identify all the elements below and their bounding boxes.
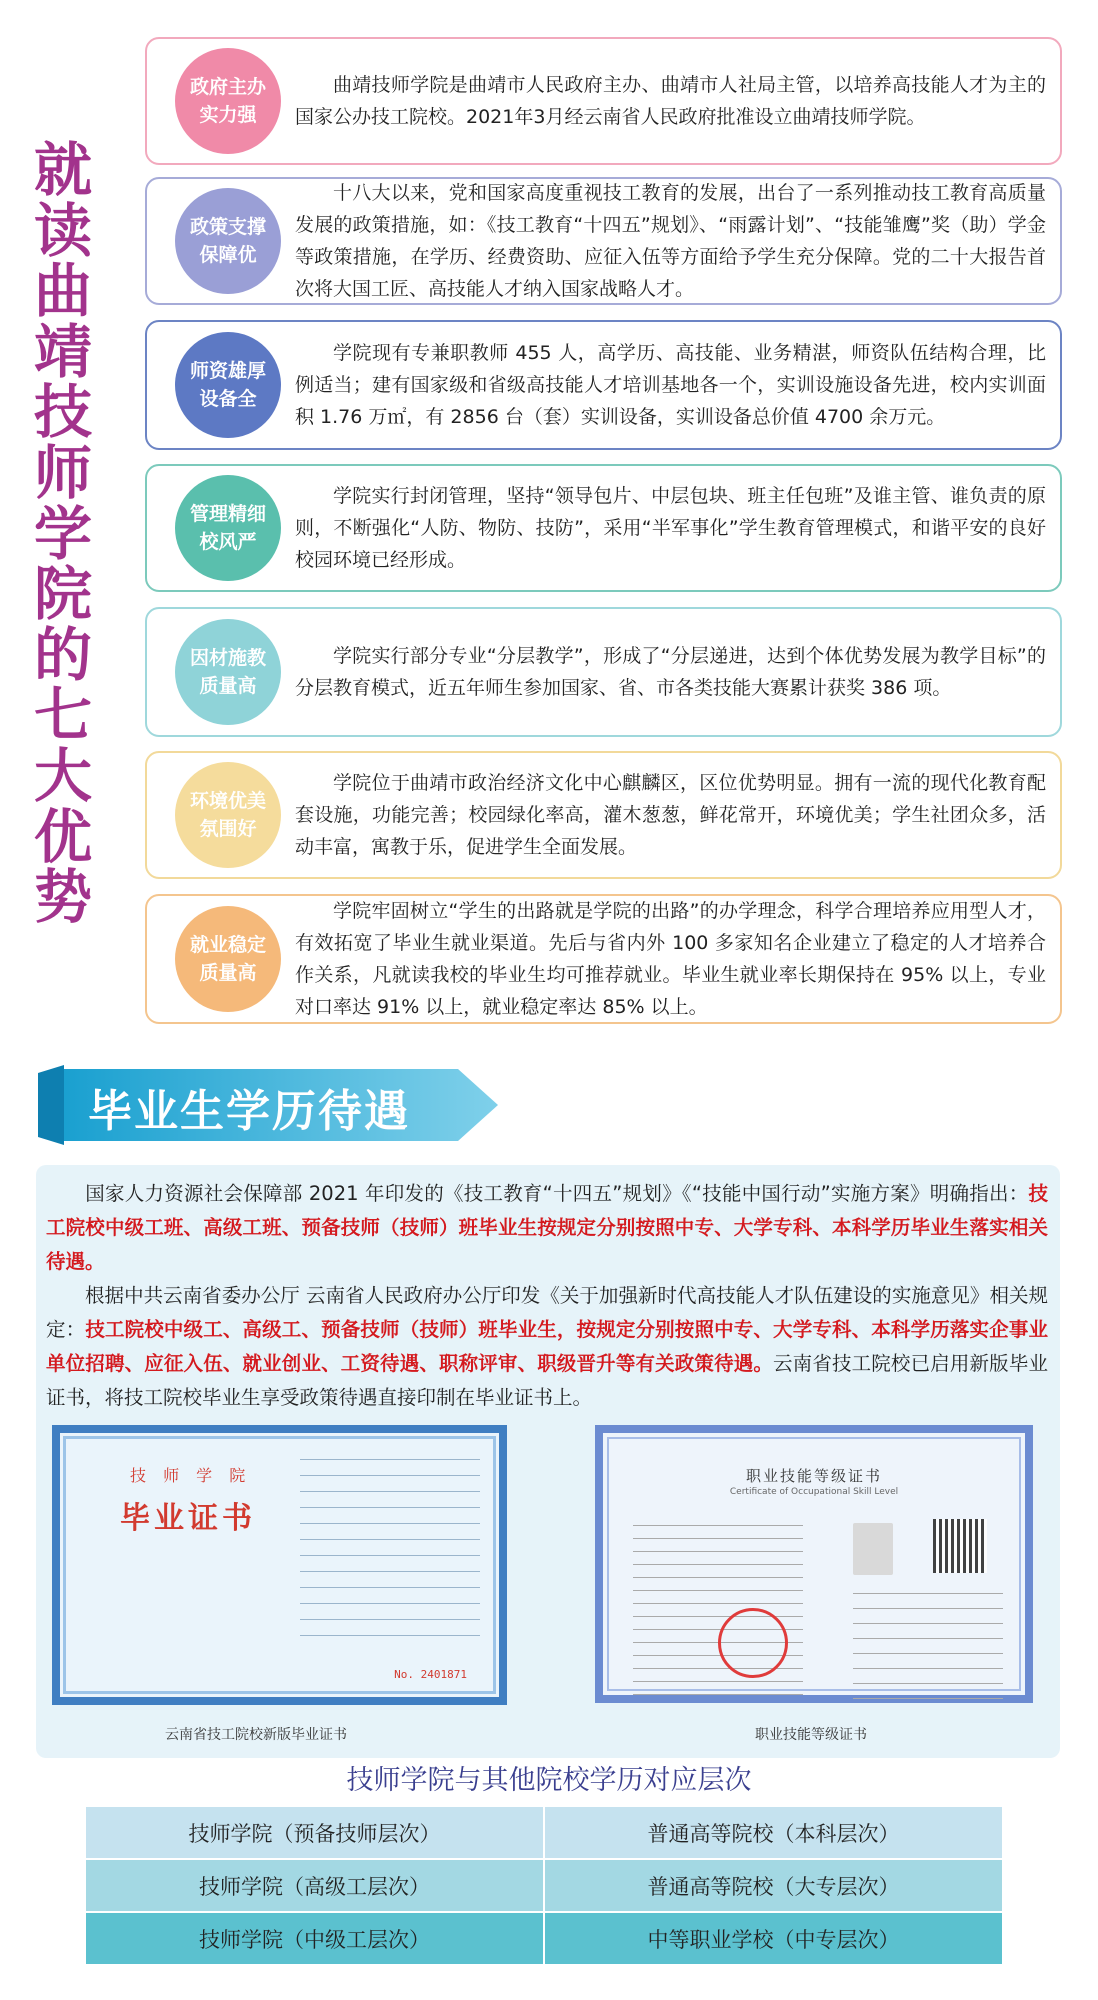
caption-skill-certificate: 职业技能等级证书 [755, 1727, 867, 1743]
vertical-title-char: 院 [33, 560, 92, 629]
advantage-badge-label: 政策支撑保障优 [189, 215, 266, 266]
cert2-header: 职业技能等级证书 [745, 1467, 882, 1485]
advantage-badge [175, 762, 281, 868]
advantage-text: 学院现有专兼职教师 455 人，高学历、高技能、业务精湛，师资队伍结构合理，比例适当；建有国家级和省级高技能人才培训基地各一个，实训设施设备先进，校内实训面积 1.76 万㎡，有 2856 台（套）实训设备，实训设备总价值 4700 余万元。 [295, 342, 1046, 428]
para1-highlight: 技工院校中级工班、高级工班、预备技师（技师）班毕业生按规定分别按照中专、大学专科、本科学历毕业生落实相关待遇。 [46, 1182, 1048, 1273]
vertical-title-char: 技 [33, 378, 92, 447]
caption-graduation-certificate: 云南省技工院校新版毕业证书 [165, 1727, 347, 1743]
table-cell: 普通高等院校（本科层次） [545, 1807, 1002, 1858]
vertical-title-char: 大 [33, 742, 92, 811]
table-cell: 普通高等院校（大专层次） [545, 1860, 1002, 1911]
equivalence-table [86, 1807, 1002, 1966]
benefits-paragraph-2 [46, 1279, 1048, 1415]
cert2-field-lines [853, 1593, 1003, 1713]
advantage-text: 学院实行封闭管理，坚持“领导包片、中层包块、班主任包班”及谁主管、谁负责的原则，不断强化“人防、物防、技防”，采用“半军事化”学生教育管理模式，和谐平安的良好校园环境已经形成。 [295, 485, 1046, 571]
cert2-subtitle: Certificate of Occupational Skill Level [729, 1487, 899, 1497]
advantage-badge [175, 906, 281, 1012]
para2-normal: 根据中共云南省委办公厅 云南省人民政府办公厅印发《关于加强新时代高技能人才队伍建设的实施意见》相关规定： [46, 1284, 1048, 1341]
advantage-badge-label: 师资雄厚设备全 [189, 359, 266, 410]
para2-tail: 云南省技工院校已启用新版毕业证书，将技工院校毕业生享受政策待遇直接印制在毕业证书上。 [46, 1352, 1048, 1409]
cert1-header: 技 师 学 院 [130, 1466, 252, 1485]
graduation-certificate-image [52, 1425, 507, 1705]
cert1-text-lines [300, 1459, 480, 1651]
benefits-paragraph-1 [46, 1177, 1048, 1279]
vertical-title-char: 势 [33, 863, 92, 932]
cert1-number: No. 2401871 [394, 1668, 467, 1681]
qr-code-icon [933, 1519, 987, 1573]
advantage-badge [175, 619, 281, 725]
section-title: 毕业生学历待遇 [88, 1086, 410, 1137]
vertical-title-char: 读 [33, 196, 92, 265]
advantage-text: 学院位于曲靖市政治经济文化中心麒麟区，区位优势明显。拥有一流的现代化教育配套设施，功能完善；校园绿化率高，灌木葱葱，鲜花常开，环境优美；学生社团众多，活动丰富，寓教于乐，促进学生全面发展。 [295, 772, 1046, 858]
advantage-badge-label: 政府主办实力强 [189, 75, 266, 126]
vertical-title-char: 七 [33, 681, 92, 750]
table-cell: 技师学院（预备技师层次） [86, 1807, 543, 1858]
section-header [38, 1065, 508, 1145]
vertical-title-char: 就 [33, 136, 92, 204]
vertical-title-char: 学 [33, 499, 92, 568]
table-cell: 中等职业学校（中专层次） [545, 1913, 1002, 1964]
table-row [86, 1807, 1002, 1858]
table-cell: 技师学院（中级工层次） [86, 1913, 543, 1964]
advantage-card [145, 320, 1062, 450]
red-seal-icon [718, 1608, 788, 1678]
advantage-badge-label: 管理精细校风严 [189, 502, 266, 553]
portrait-photo [853, 1523, 893, 1575]
advantage-badge [175, 332, 281, 438]
advantage-text: 学院实行部分专业“分层教学”，形成了“分层递进，达到个体优势发展为教学目标”的分层教育模式，近五年师生参加国家、省、市各类技能大赛累计获奖 386 项。 [295, 645, 1046, 699]
advantage-card [145, 464, 1062, 592]
vertical-title-char: 曲 [33, 257, 92, 326]
table-row [86, 1860, 1002, 1911]
vertical-title-char: 的 [33, 620, 92, 689]
table-row [86, 1913, 1002, 1964]
advantage-badge [175, 188, 281, 294]
advantage-card [145, 607, 1062, 737]
vertical-title-char: 靖 [33, 317, 92, 386]
advantage-card [145, 37, 1062, 165]
advantage-card [145, 177, 1062, 305]
table-cell: 技师学院（高级工层次） [86, 1860, 543, 1911]
para1-normal: 国家人力资源社会保障部 2021 年印发的《技工教育“十四五”规划》《“技能中国行动”实施方案》明确指出： [85, 1182, 1029, 1205]
advantage-card [145, 894, 1062, 1024]
advantage-badge-label: 因材施教质量高 [189, 646, 266, 697]
advantage-badge-label: 环境优美氛围好 [189, 789, 266, 840]
advantage-badge [175, 475, 281, 581]
advantage-text: 曲靖技师学院是曲靖市人民政府主办、曲靖市人社局主管，以培养高技能人才为主的国家公办技工院校。2021年3月经云南省人民政府批准设立曲靖技师学院。 [295, 74, 1046, 128]
advantage-card [145, 751, 1062, 879]
skill-level-certificate-image [595, 1425, 1033, 1703]
advantage-text: 十八大以来，党和国家高度重视技工教育的发展，出台了一系列推动技工教育高质量发展的政策措施，如：《技工教育“十四五”规划》、“雨露计划”、“技能雏鹰”奖（助）学金等政策措施，在学历、经费资助、应征入伍等方面给予学生充分保障。党的二十大报告首次将大国工匠、高技能人才纳入国家战略人才。 [295, 182, 1046, 300]
cert1-title: 毕业证书 [120, 1501, 256, 1536]
advantage-text: 学院牢固树立“学生的出路就是学院的出路”的办学理念，科学合理培养应用型人才，有效拓宽了毕业生就业渠道。先后与省内外 100 多家知名企业建立了稳定的人才培养合作关系，凡就读我校的毕业生均可推荐就业。毕业生就业率长期保持在 95% 以上，专业对口率达 91% 以上，就业稳定率达 85% 以上。 [295, 900, 1046, 1018]
vertical-title [28, 136, 98, 932]
advantage-badge [175, 48, 281, 154]
vertical-title-char: 优 [33, 802, 92, 871]
cert2-text-lines [633, 1525, 803, 1707]
advantage-badge-label: 就业稳定质量高 [189, 933, 266, 984]
table-title: 技师学院与其他院校学历对应层次 [346, 1765, 752, 1796]
para2-highlight: 技工院校中级工、高级工、预备技师（技师）班毕业生，按规定分别按照中专、大学专科、本科学历落实企事业单位招聘、应征入伍、就业创业、工资待遇、职称评审、职级晋升等有关政策待遇。 [46, 1318, 1048, 1375]
vertical-title-char: 师 [33, 439, 92, 508]
